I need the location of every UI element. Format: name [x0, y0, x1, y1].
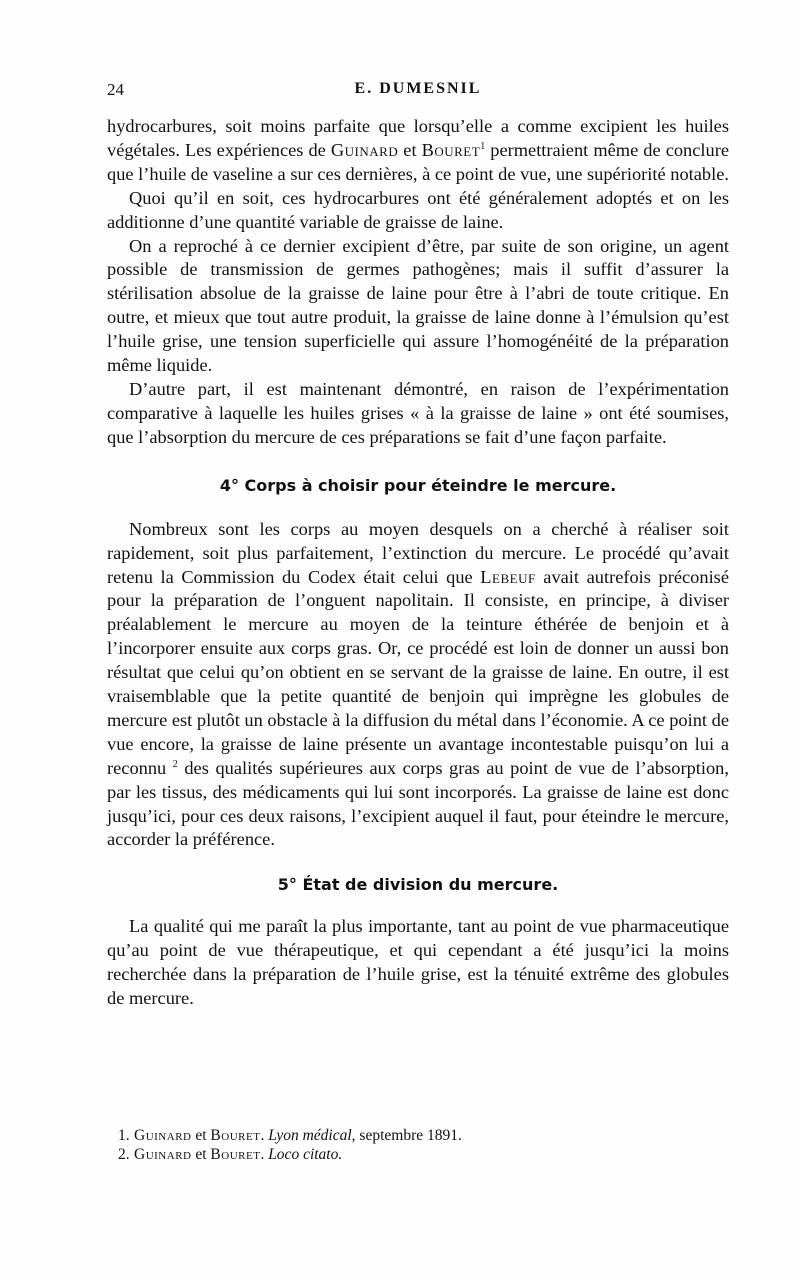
footnotes — [118, 1126, 718, 1164]
paragraph-3: On a reproché à ce dernier excipient d’être, par suite de son origine, un agent possible de transmission de germes pathogènes; mais il suffit d’assurer la stérilisation absolue de la graisse de laine pour être à l’abri de toute critique. En outre, et mieux que tout autre produit, la graisse de laine donne à l’émulsion qu’est l’huile grise, une tension superficielle qui assure l’homogénéité de la préparation même liquide. — [107, 235, 729, 376]
page-number: 24 — [107, 80, 124, 99]
paragraph-2: Quoi qu’il en soit, ces hydrocarbures ont été généralement adoptés et on les additionne d’une quantité variable de graisse de laine. — [107, 187, 729, 232]
author-name: Guinard — [330, 139, 399, 160]
paragraph-4: D’autre part, il est maintenant démontré, en raison de l’expérimentation comparative à laquelle les huiles grises « à la graisse de laine » ont été soumises, que l’absorption du mercure de ces préparations se fait d’une façon parfaite. — [107, 378, 729, 447]
paragraph-6: La qualité qui me paraît la plus importante, tant au point de vue pharmaceutique qu’au point de vue thérapeutique, et qui cependant a été jusqu’ici la moins recherchée dans la préparation de l’huile grise, est la ténuité extrême des globules de mercure. — [107, 916, 729, 1009]
footnote-ref-2: 2 — [172, 758, 178, 770]
footnote-ref-1: 1 — [480, 140, 486, 152]
section-heading-5: 5° État de division du mercure. — [277, 875, 559, 895]
section-heading-4: 4° Corps à choisir pour éteindre le mercure. — [219, 475, 617, 495]
author-name: Lebeuf — [480, 566, 536, 587]
footnote-1: 1. Guinard et Bouret. Lyon médical, septembre 1891. — [118, 1127, 462, 1144]
paragraph-1: hydrocarbures, soit moins parfaite que lorsqu’elle a comme excipient les huiles végétales. Les expériences de Guinard et Bouret$^1$ permettraient même de conclure que l’huile de vaseline a sur ces dernières, à ce point de vue, une supériorité notable. — [107, 116, 730, 184]
running-head-author: E. DUMESNIL — [354, 80, 482, 97]
paragraph-5: Nombreux sont les corps au moyen desquels on a cherché à réaliser soit rapidement, soit plus parfaitement, l’extinction du mercure. Le procédé qu’avait retenu la Commission du Codex était celui que Lebeuf avait autrefois préconisé pour la préparation de l’onguent napolitain. Il consiste, en principe, à diviser préalablement le mercure au moyen de la teinture éthérée de benjoin et à l’incorporer ensuite aux corps gras. Or, ce procédé est loin de donner un aussi bon résultat que celui qu’on obtient en se servant de la graisse de laine. En outre, il est vraisemblable que la petite quantité de benjoin qui imprègne les globules de mercure est plutôt un obstacle à la diffusion du métal dans l’économie. A ce point de vue encore, la graisse de laine présente un avantage incontestable puisqu’on lui a reconnu $^2$ des qualités supérieures aux corps gras au point de vue de l’absorption, par les tissus, des médicaments qui lui sont incorporés. La graisse de laine est donc jusqu’ici, pour ces deux raisons, l’excipient auquel il faut, pour éteindre le mercure, accorder la préférence. — [107, 518, 729, 850]
author-name: Bouret — [421, 139, 481, 160]
running-head — [107, 80, 729, 104]
body-text — [107, 115, 729, 1011]
footnote-2: 2. Guinard et Bouret. Loco citato. — [118, 1146, 343, 1163]
